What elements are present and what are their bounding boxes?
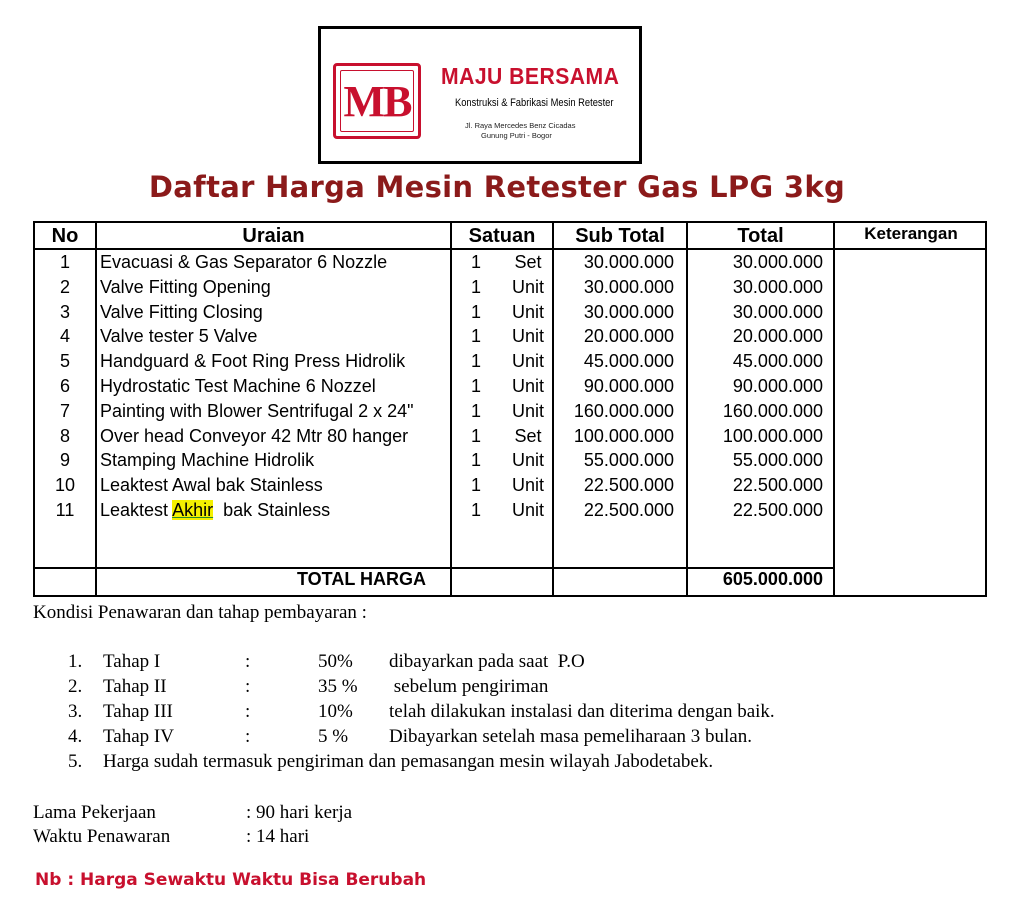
cell-sub-total: 55.000.000 — [583, 450, 674, 471]
waktu-penawaran-label: Waktu Penawaran — [33, 826, 171, 847]
cell-total: 30.000.000 — [732, 301, 823, 322]
cell-total: 22.500.000 — [732, 475, 823, 496]
table-row — [35, 399, 985, 424]
cell-qty: 1 — [471, 376, 482, 396]
company-address-line1: Jl. Raya Mercedes Benz Cicadas — [465, 121, 576, 130]
cell-uraian: Hydrostatic Test Machine 6 Nozzel — [100, 376, 376, 396]
lama-pekerjaan-label: Lama Pekerjaan — [33, 802, 156, 823]
cell-sub-total: 30.000.000 — [583, 252, 674, 272]
stage-percent: 50% — [318, 651, 353, 672]
cell-qty: 1 — [471, 326, 482, 347]
cell-sub-total: 100.000.000 — [573, 425, 674, 446]
cell-unit: Set — [514, 425, 542, 446]
stage-percent: 5 % — [318, 726, 349, 747]
price-note: Nb : Harga Sewaktu Waktu Bisa Berubah — [35, 870, 427, 890]
cell-no: 4 — [59, 326, 70, 347]
cell-uraian: Stamping Machine Hidrolik — [100, 450, 315, 471]
cell-uraian: Handguard & Foot Ring Press Hidrolik — [100, 351, 406, 372]
table-row — [35, 498, 985, 523]
cell-no: 10 — [54, 475, 76, 496]
cell-uraian — [100, 500, 330, 521]
cell-total: 100.000.000 — [722, 425, 823, 446]
cell-unit: Unit — [511, 276, 544, 297]
stage-separator: : — [245, 676, 251, 697]
lama-pekerjaan-value: : 90 hari kerja — [246, 802, 353, 823]
stage-number: 2. — [68, 676, 83, 697]
cell-unit: Unit — [511, 400, 544, 421]
table-row — [35, 349, 985, 374]
cell-qty: 1 — [471, 276, 482, 297]
stage-percent: 35 % — [318, 676, 358, 697]
header-total: Total — [737, 224, 784, 247]
table-row — [35, 300, 985, 325]
cell-no: 7 — [59, 400, 70, 421]
cell-no: 2 — [59, 276, 70, 297]
logo-mark — [333, 63, 421, 139]
cell-qty: 1 — [471, 252, 482, 272]
highlighted-word: Akhir — [172, 500, 214, 520]
stage-note: Harga sudah termasuk pengiriman dan pemasangan mesin wilayah Jabodetabek. — [103, 751, 714, 772]
logo-mark-text: MB — [340, 70, 414, 132]
cell-total: 20.000.000 — [732, 326, 823, 347]
cell-no: 1 — [59, 252, 70, 272]
stage-name: Tahap IV — [103, 726, 174, 747]
cell-no: 9 — [59, 450, 70, 471]
company-logo — [318, 26, 642, 164]
cell-unit: Unit — [511, 475, 544, 496]
header-satuan: Satuan — [468, 224, 536, 247]
cell-sub-total: 90.000.000 — [583, 376, 674, 396]
stage-number: 1. — [68, 651, 83, 672]
table-row — [35, 374, 985, 399]
cell-qty: 1 — [471, 450, 482, 471]
stage-number: 3. — [68, 701, 83, 722]
cell-qty: 1 — [471, 301, 482, 322]
table-row — [35, 473, 985, 498]
stage-name: Tahap III — [103, 701, 173, 722]
cell-total: 160.000.000 — [722, 400, 823, 421]
header-uraian: Uraian — [242, 224, 305, 247]
cell-sub-total: 22.500.000 — [583, 475, 674, 496]
cell-uraian: Valve Fitting Opening — [100, 276, 271, 297]
cell-unit: Unit — [511, 376, 544, 396]
company-name: MAJU BERSAMA — [441, 63, 620, 89]
cell-unit: Unit — [511, 326, 544, 347]
stage-name: Tahap II — [103, 676, 167, 697]
cell-uraian: Painting with Blower Sentrifugal 2 x 24" — [100, 400, 414, 421]
cell-qty: 1 — [471, 500, 482, 520]
cell-no: 5 — [59, 351, 70, 372]
cell-unit: Set — [514, 252, 542, 272]
stage-name: Tahap I — [103, 651, 161, 672]
conditions-title: Kondisi Penawaran dan tahap pembayaran : — [33, 602, 367, 623]
stage-percent: 10% — [318, 701, 353, 722]
cell-sub-total: 22.500.000 — [583, 500, 674, 520]
cell-no: 6 — [59, 376, 70, 396]
cell-total: 90.000.000 — [732, 376, 823, 396]
cell-uraian: Leaktest Awal bak Stainless — [100, 475, 323, 496]
table-row — [35, 324, 985, 349]
header-keterangan: Keterangan — [864, 224, 958, 243]
header-sub-total: Sub Total — [575, 224, 665, 247]
cell-uraian: Valve tester 5 Valve — [100, 326, 258, 347]
cell-total: 30.000.000 — [732, 276, 823, 297]
company-tagline: Konstruksi & Fabrikasi Mesin Retester — [455, 97, 614, 109]
table-row — [35, 250, 985, 275]
table-row — [35, 448, 985, 473]
cell-sub-total: 30.000.000 — [583, 301, 674, 322]
stage-number: 5. — [68, 751, 83, 772]
cell-uraian: Over head Conveyor 42 Mtr 80 hanger — [100, 425, 409, 446]
stage-separator: : — [245, 701, 251, 722]
cell-qty: 1 — [471, 351, 482, 372]
cell-total: 30.000.000 — [732, 252, 823, 272]
header-no: No — [51, 224, 79, 247]
price-table — [33, 221, 987, 597]
waktu-penawaran-value: : 14 hari — [246, 826, 310, 847]
cell-total: 45.000.000 — [732, 351, 823, 372]
total-label: TOTAL HARGA — [297, 569, 426, 589]
cell-qty: 1 — [471, 400, 482, 421]
cell-no: 11 — [55, 500, 75, 520]
company-address-line2: Gunung Putri - Bogor — [481, 131, 552, 140]
table-row — [35, 275, 985, 300]
cell-uraian: Evacuasi & Gas Separator 6 Nozzle — [100, 252, 388, 272]
stage-separator: : — [245, 651, 251, 672]
stage-separator: : — [245, 726, 251, 747]
cell-total: 55.000.000 — [732, 450, 823, 471]
stage-number: 4. — [68, 726, 83, 747]
page-title: Daftar Harga Mesin Retester Gas LPG 3kg — [148, 170, 846, 204]
table-row — [35, 424, 985, 449]
stage-description: dibayarkan pada saat P.O — [389, 651, 585, 672]
cell-uraian-part: Leaktest — [100, 500, 173, 520]
cell-unit: Unit — [511, 450, 544, 471]
cell-total: 22.500.000 — [732, 500, 823, 520]
cell-sub-total: 45.000.000 — [583, 351, 674, 372]
stage-description: Dibayarkan setelah masa pemeliharaan 3 bulan. — [389, 726, 752, 747]
cell-qty: 1 — [471, 475, 482, 496]
cell-no: 3 — [59, 301, 70, 322]
cell-sub-total: 30.000.000 — [583, 276, 674, 297]
cell-unit: Unit — [511, 500, 544, 520]
cell-no: 8 — [59, 425, 70, 446]
stage-description: sebelum pengiriman — [389, 676, 549, 697]
total-value: 605.000.000 — [722, 569, 823, 589]
cell-qty: 1 — [471, 425, 482, 446]
cell-uraian: Valve Fitting Closing — [100, 301, 263, 322]
cell-unit: Unit — [511, 301, 544, 322]
cell-sub-total: 20.000.000 — [583, 326, 674, 347]
cell-unit: Unit — [511, 351, 544, 372]
stage-description: telah dilakukan instalasi dan diterima dengan baik. — [389, 701, 775, 722]
cell-sub-total: 160.000.000 — [573, 400, 674, 421]
cell-uraian-part: bak Stainless — [213, 500, 331, 520]
